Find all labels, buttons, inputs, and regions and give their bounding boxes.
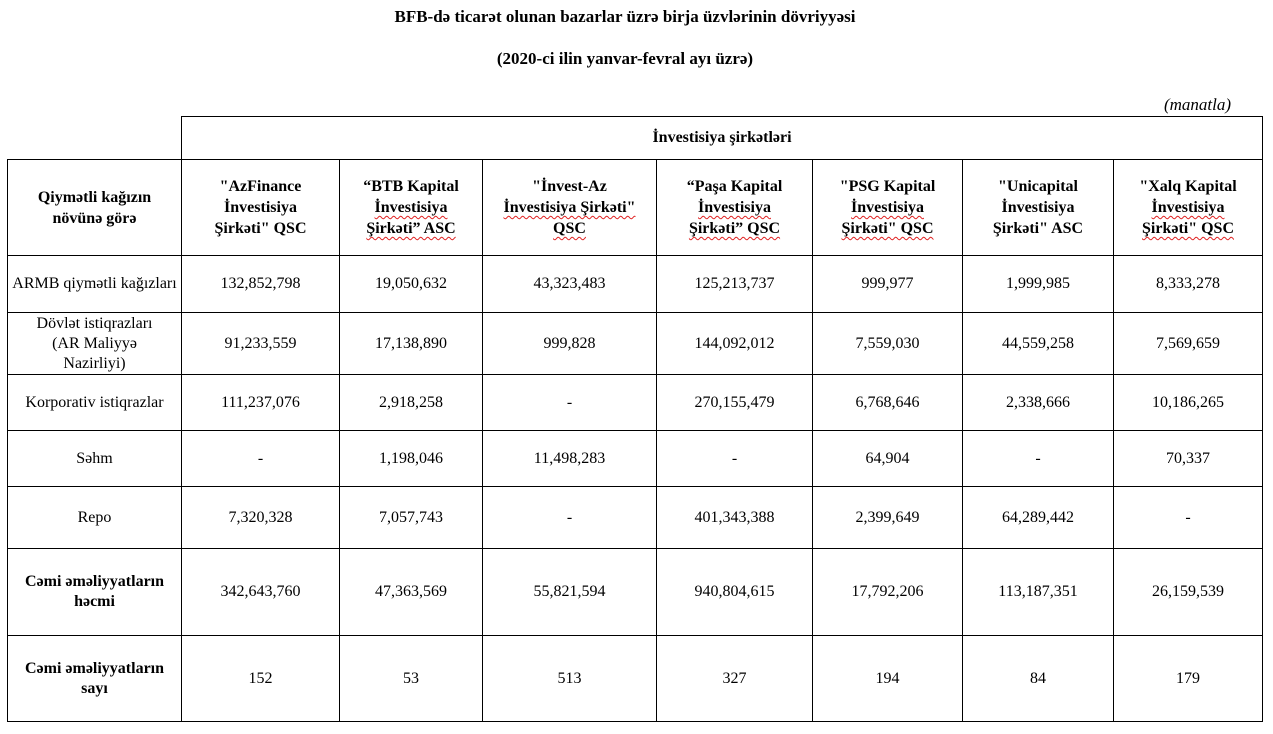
table-cell: 2,399,649 [813,487,963,549]
table-cell: 132,852,798 [182,256,340,313]
table-cell: 1,198,046 [340,431,483,487]
column-header-line: İnvestisiya [851,199,924,216]
column-header-line: "PSG Kapital [839,178,936,195]
column-header-line: İnvestisiya [374,199,448,216]
table-cell: 91,233,559 [182,313,340,375]
group-header-investment-companies: İnvestisiya şirkətləri [182,117,1263,160]
column-header-line: Şirkəti" QSC [1142,220,1234,237]
table-cell: 64,289,442 [963,487,1114,549]
row-header-title: Qiymətli kağızın növünə görə [8,160,182,256]
column-header-line: "AzFinance [219,178,302,195]
row-label: Dövlət istiqrazları (AR Maliyyə Nazirliyi) [8,313,182,375]
column-header-line: Şirkəti" QSC [841,220,934,237]
table-cell: - [483,487,657,549]
turnover-table [7,116,1263,722]
row-label: Cəmi əməliyyatların sayı [8,636,182,722]
blank-corner-cell [8,117,182,160]
row-label: Repo [8,487,182,549]
table-cell: 19,050,632 [340,256,483,313]
table-cell: 2,338,666 [963,375,1114,431]
table-cell: 179 [1114,636,1263,722]
table-cell: - [182,431,340,487]
currency-unit-note: (manatla) [1163,95,1231,114]
table-cell: 47,363,569 [340,549,483,636]
table-cell: 2,918,258 [340,375,483,431]
column-header-line: "Unicapital [998,178,1078,195]
column-header-line: İnvestisiya [1001,199,1075,216]
table-cell: 513 [483,636,657,722]
table-cell: 113,187,351 [963,549,1114,636]
row-label: Cəmi əməliyyatların həcmi [8,549,182,636]
document-title: BFB-də ticarət olunan bazarlar üzrə birja üzvlərinin dövriyyəsi [394,7,856,26]
table-cell: 26,159,539 [1114,549,1263,636]
column-header-line: İnvestisiya [698,199,771,216]
table-cell: 11,498,283 [483,431,657,487]
table-row [8,375,1263,431]
table-cell: - [483,375,657,431]
table-cell: 111,237,076 [182,375,340,431]
column-header-line: Şirkəti" ASC [992,220,1084,237]
table-cell: 10,186,265 [1114,375,1263,431]
table-cell: 7,559,030 [813,313,963,375]
table-cell: 342,643,760 [182,549,340,636]
table-cell: 125,213,737 [657,256,813,313]
table-cell: 17,792,206 [813,549,963,636]
column-header-6 [963,160,1114,256]
table-cell: - [963,431,1114,487]
row-label: ARMB qiymətli kağızları [8,256,182,313]
table-cell: 44,559,258 [963,313,1114,375]
table-cell: 327 [657,636,813,722]
column-header-line: “BTB Kapital [363,178,459,195]
column-header-line: QSC [553,220,586,237]
column-header-line: "Xalq Kapital [1139,178,1237,195]
table-row [8,636,1263,722]
group-header-row [8,117,1263,160]
table-cell: 152 [182,636,340,722]
column-header-1 [182,160,340,256]
column-header-line: “Paşa Kapital [686,178,783,195]
table-cell: 17,138,890 [340,313,483,375]
column-header-3 [483,160,657,256]
column-header-row [8,160,1263,256]
table-cell: 270,155,479 [657,375,813,431]
table-cell: 940,804,615 [657,549,813,636]
table-cell: 55,821,594 [483,549,657,636]
table-row [8,487,1263,549]
column-header-line: İnvestisiya Şirkəti" [503,199,636,216]
table-row [8,549,1263,636]
column-header-line: "İnvest-Az [532,178,607,195]
table-cell: 43,323,483 [483,256,657,313]
table-cell: 53 [340,636,483,722]
table-cell: 84 [963,636,1114,722]
table-cell: 7,057,743 [340,487,483,549]
table-cell: 999,977 [813,256,963,313]
column-header-2 [340,160,483,256]
table-cell: 144,092,012 [657,313,813,375]
column-header-line: İnvestisiya [1151,199,1225,216]
table-cell: 7,569,659 [1114,313,1263,375]
table-cell: - [657,431,813,487]
column-header-line: İnvestisiya [224,199,297,216]
table-cell: 7,320,328 [182,487,340,549]
column-header-line: Şirkəti" QSC [214,220,307,237]
table-cell: 6,768,646 [813,375,963,431]
row-label: Səhm [8,431,182,487]
table-cell: 70,337 [1114,431,1263,487]
column-header-line: Şirkəti” QSC [688,220,781,237]
table-cell: 194 [813,636,963,722]
row-label: Korporativ istiqrazlar [8,375,182,431]
table-cell: 401,343,388 [657,487,813,549]
table-row [8,313,1263,375]
table-cell: 1,999,985 [963,256,1114,313]
table-cell: - [1114,487,1263,549]
table-cell: 8,333,278 [1114,256,1263,313]
table-row [8,256,1263,313]
column-header-7 [1114,160,1263,256]
column-header-4 [657,160,813,256]
table-cell: 64,904 [813,431,963,487]
table-row [8,431,1263,487]
table-cell: 999,828 [483,313,657,375]
column-header-line: Şirkəti” ASC [366,220,456,237]
document-subtitle: (2020-ci ilin yanvar-fevral ayı üzrə) [496,49,754,68]
column-header-5 [813,160,963,256]
